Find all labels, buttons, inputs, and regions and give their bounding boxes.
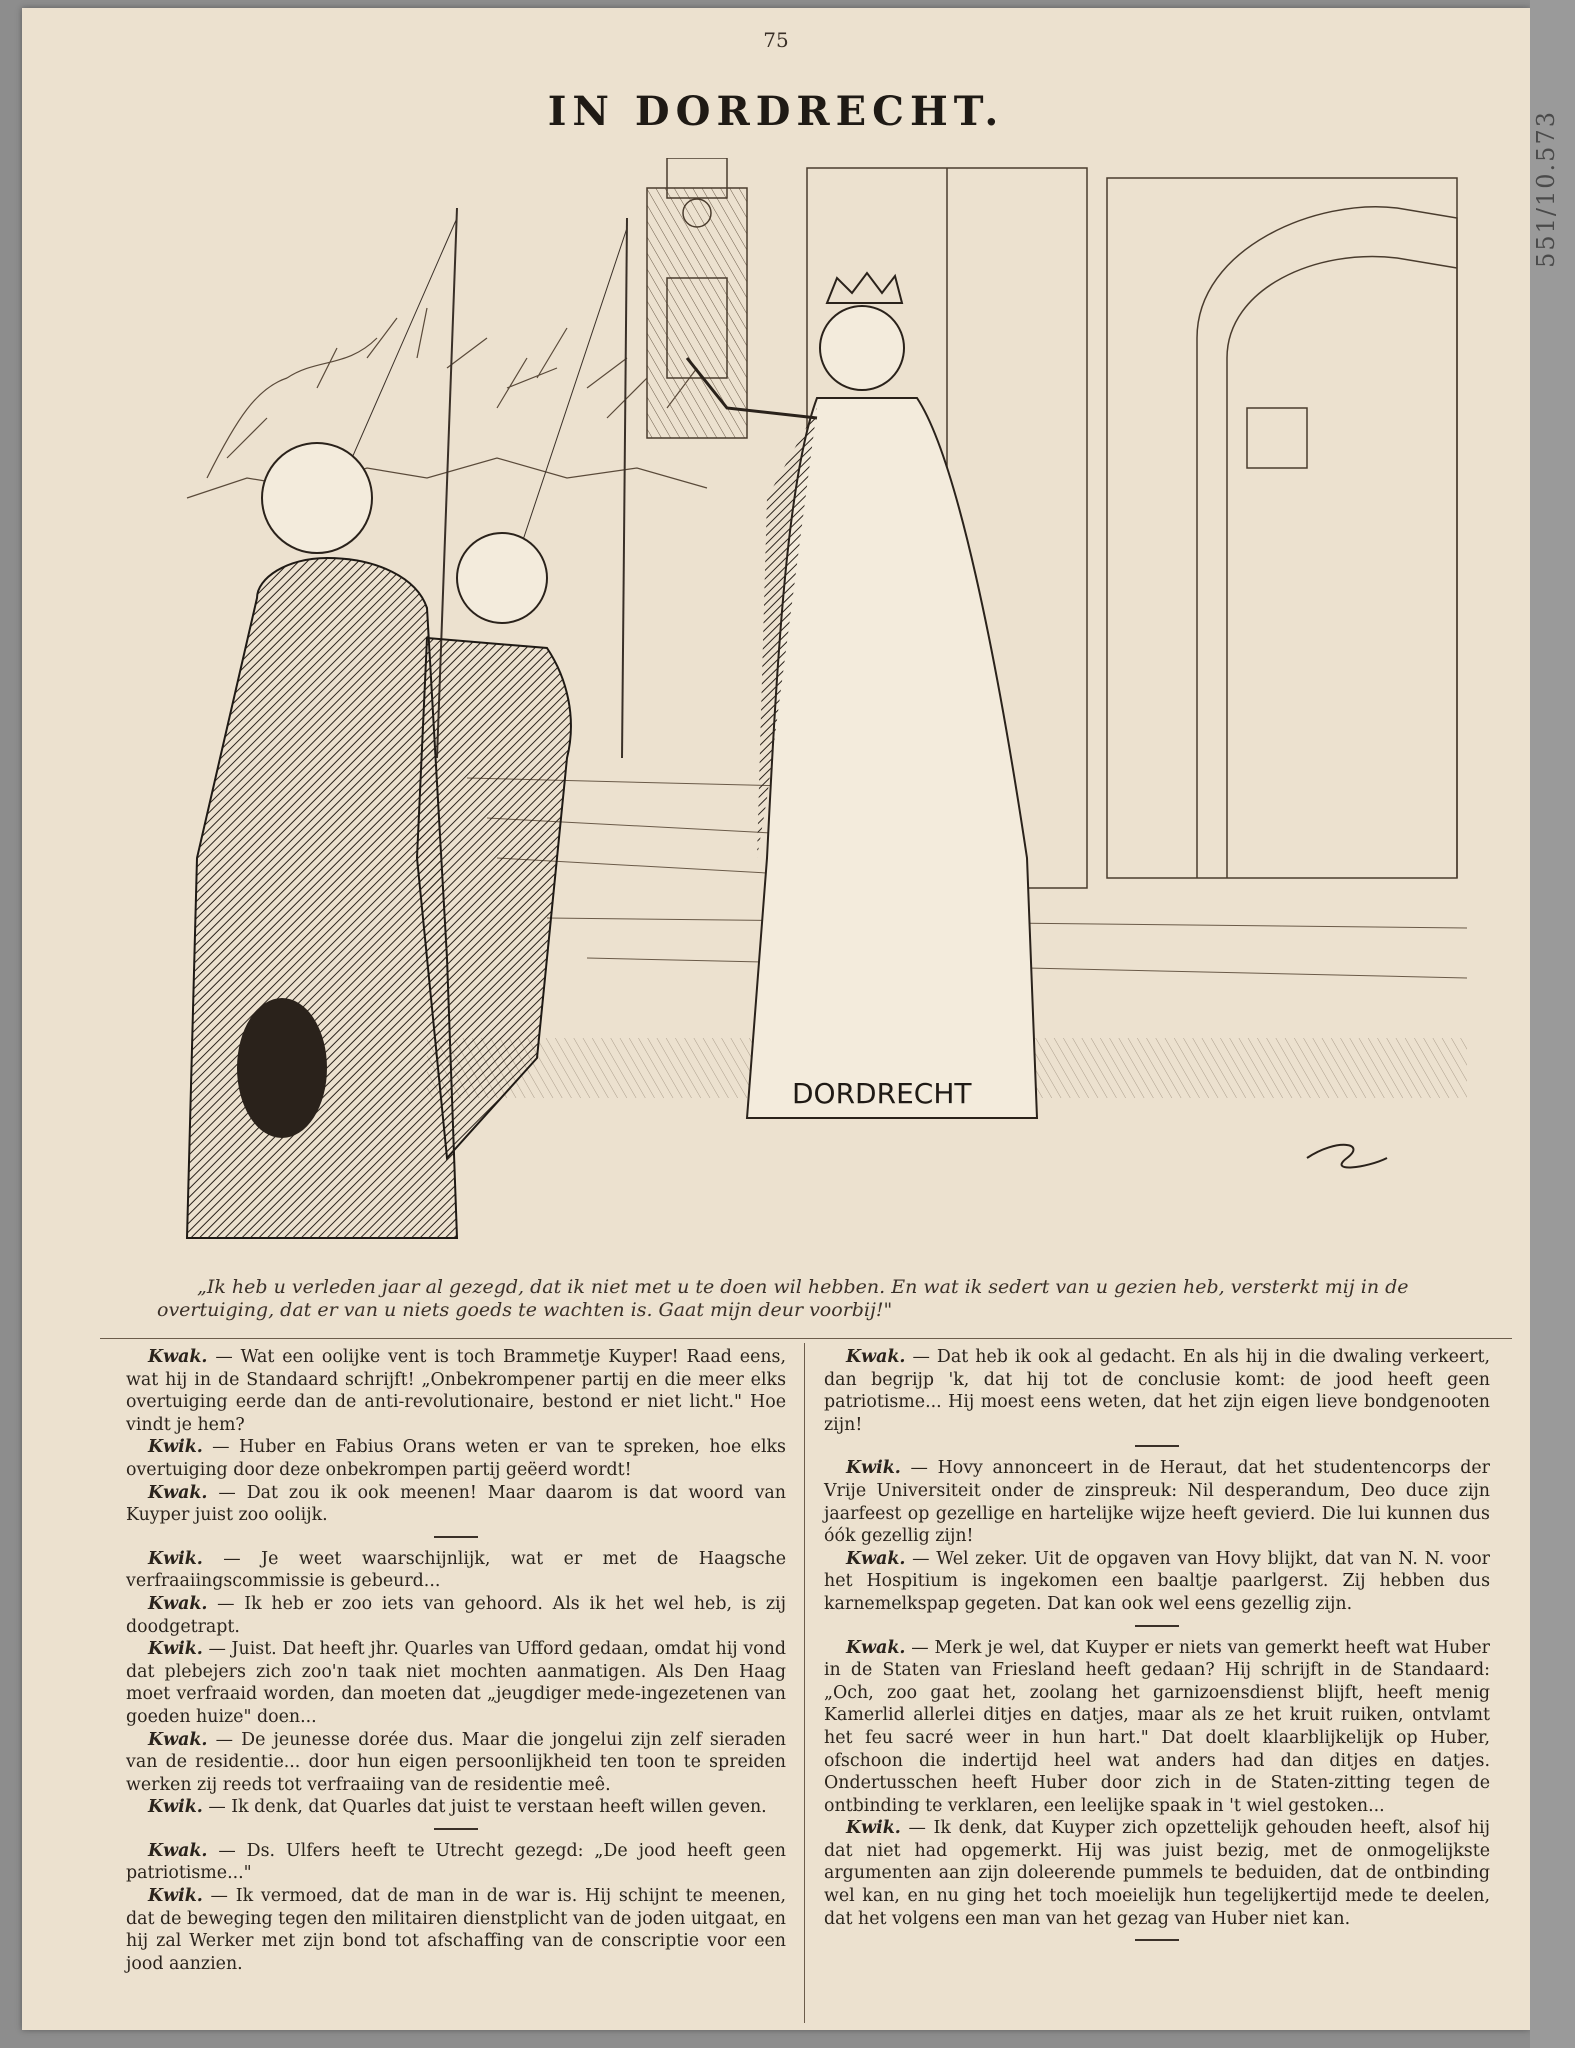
speaker-name: Kwak. — [846, 1637, 906, 1658]
speaker-name: Kwak. — [148, 1482, 208, 1503]
dialogue-paragraph — [824, 1817, 1490, 1930]
dialogue-text: — Wat een oolijke vent is toch Brammetje Kuyper! Raad eens, wat hij in de Standaard schrijft! „Onbekrompener partij en die meer elks overtuiging eerde dan de anti-revolutionaire, bestond er niet licht." Hoe vindt je hem? — [126, 1347, 786, 1435]
newspaper-page — [22, 8, 1530, 2030]
dialogue-paragraph — [126, 1593, 786, 1638]
section-separator — [1135, 1625, 1179, 1627]
speaker-name: Kwak. — [846, 1548, 906, 1569]
dialogue-paragraph — [126, 1548, 786, 1593]
cartoon-illustration — [167, 158, 1467, 1273]
dialogue-text: — Ik denk, dat Kuyper zich opzettelijk gehouden heeft, alsof hij dat niet had opgemerkt. Hij was juist bezig, met de onmogelijkste argumenten aan zijn doleerende pummels te beduiden, dat de ontbinding wel kan, en nu ging het toch moeielijk hun tegelijkertijd mede te deelen, dat het volgens een man van het gezag van Huber niet kan. — [824, 1818, 1490, 1929]
speaker-name: Kwak. — [846, 1347, 906, 1367]
section-separator — [1135, 1939, 1179, 1941]
page-title: IN DORDRECHT. — [547, 88, 1005, 135]
right-column — [824, 1346, 1490, 1941]
speaker-name: Kwik. — [148, 1437, 203, 1458]
speaker-name: Kwik. — [148, 1886, 203, 1907]
dialogue-paragraph — [824, 1548, 1490, 1616]
dialogue-paragraph — [126, 1729, 786, 1797]
dialogue-text: — Dat zou ik ook meenen! Maar daarom is dat woord van Kuyper juist zoo oolijk. — [126, 1482, 786, 1526]
dialogue-paragraph — [126, 1638, 786, 1728]
speaker-name: Kwak. — [148, 1729, 208, 1750]
dialogue-text: — Je weet waarschijnlijk, wat er met de Haagsche verfraaiingscommissie is gebeurd... — [126, 1548, 786, 1592]
dialogue-paragraph — [126, 1796, 786, 1819]
left-column — [126, 1346, 786, 1975]
speaker-name: Kwik. — [148, 1639, 203, 1660]
dialogue-text: — Dat heb ik ook al gedacht. En als hij in die dwaling verkeert, dan begrijp 'k, dat hij tot de conclusie komt: de jood heeft geen patriotisme... Hij moest eens weten, dat het zijn eigen lieve bondgenooten zijn! — [824, 1347, 1490, 1435]
speaker-name: Kwak. — [148, 1347, 208, 1367]
dialogue-text: — Ik vermoed, dat de man in de war is. Hij schijnt te meenen, dat de beweging tegen den militairen dienstplicht van de joden uitgaat, en hij zal Werker met zijn bond tot afschaffing van de conscriptie voor een jood aanzien. — [126, 1886, 786, 1974]
dialogue-text: — Ik denk, dat Quarles dat juist te verstaan heeft willen geven. — [202, 1797, 767, 1818]
dialogue-text: — Ik heb er zoo iets van gehoord. Als ik het wel heb, is zij doodgetrapt. — [126, 1593, 786, 1637]
speaker-name: Kwik. — [846, 1458, 901, 1479]
section-separator — [1135, 1445, 1179, 1447]
dialogue-paragraph — [126, 1436, 786, 1481]
dialogue-paragraph — [824, 1346, 1490, 1436]
column-divider — [804, 1343, 805, 2023]
dialogue-paragraph — [824, 1637, 1490, 1818]
dialogue-paragraph — [126, 1346, 786, 1436]
dialogue-paragraph — [824, 1457, 1490, 1547]
dialogue-text: — Hovy annonceert in de Heraut, dat het studentencorps der Vrije Universiteit onder de zinspreuk: Nil desperandum, Deo duce zijn jaarfeest op gezellige en hartelijke wijze heeft gevierd. Die lui kunnen dus óók gezellig zijn! — [824, 1458, 1490, 1547]
speaker-name: Kwik. — [148, 1797, 203, 1818]
section-separator — [434, 1536, 478, 1538]
dialogue-paragraph — [126, 1885, 786, 1975]
dialogue-text: — Merk je wel, dat Kuyper er niets van gemerkt heeft wat Huber in de Staten van Friesland heeft gedaan? Hij schrijft in de Standaard: „Och, zoo gaat het, zoolang het garnizoensdienst blijft, heeft menig Kamerlid allerlei ditjes en datjes, maar als ze het kruit ruiken, ontvlamt het feu sacré weer in hun hart." Dat doelt klaarblijkelijk op Huber, ofschoon die indertijd heel wat anders had dan ditjes en datjes. Ondertusschen heeft Huber door zich in de Staten-zitting tegen de ontbinding te verklaren, een leelijke spaak in 't wiel gestoken... — [824, 1637, 1490, 1816]
dialogue-text: — Ds. Ulfers heeft te Utrecht gezegd: „De jood heeft geen patriotisme..." — [126, 1840, 786, 1884]
dialogue-paragraph — [126, 1482, 786, 1527]
dialogue-text: — De jeunesse dorée dus. Maar die jongelui zijn zelf sieraden van de residentie... door hun eigen persoonlijkheid ten toon te spreiden werken zij reeds tot verfraaiing van de residentie meê. — [126, 1729, 786, 1795]
illustration-caption: „Ik heb u verleden jaar al gezegd, dat ik niet met u te doen wil hebben. En wat ik sedert van u gezien heb, versterkt mij in de overtuiging, dat er van u niets goeds te wachten is. Gaat mijn deur voorbij!" — [157, 1276, 1409, 1321]
speaker-name: Kwik. — [846, 1818, 901, 1839]
speaker-name: Kwak. — [148, 1840, 208, 1861]
scan-margin — [1530, 0, 1575, 2048]
archive-mark: 551/10.573 — [1532, 110, 1560, 268]
dialogue-paragraph — [126, 1840, 786, 1885]
dialogue-text: — Juist. Dat heeft jhr. Quarles van Ufford gedaan, omdat hij vond dat plebejers zich zoo'n taak niet mochten aanmatigen. Als Den Haag moet verfraaid worden, dan moeten dat „jeugdiger mede-ingezetenen van goeden huize" doen... — [126, 1639, 786, 1727]
page-number: 75 — [763, 28, 789, 52]
figure-label: DORDRECHT — [792, 1077, 972, 1110]
section-separator — [434, 1828, 478, 1830]
dialogue-text: — Huber en Fabius Orans weten er van te spreken, hoe elks overtuiging door deze onbekrompen partij geëerd wordt! — [126, 1437, 786, 1480]
divider-rule — [100, 1338, 1512, 1339]
speaker-name: Kwik. — [148, 1548, 203, 1569]
dialogue-text: — Wel zeker. Uit de opgaven van Hovy blijkt, dat van N. N. voor het Hospitium is ingekomen een baaltje paarlgerst. Zij hebben dus karnemelkspap gegeten. Dat kan ook wel eens gezellig zijn. — [824, 1548, 1490, 1614]
speaker-name: Kwak. — [148, 1593, 208, 1614]
church-tower — [647, 158, 747, 438]
